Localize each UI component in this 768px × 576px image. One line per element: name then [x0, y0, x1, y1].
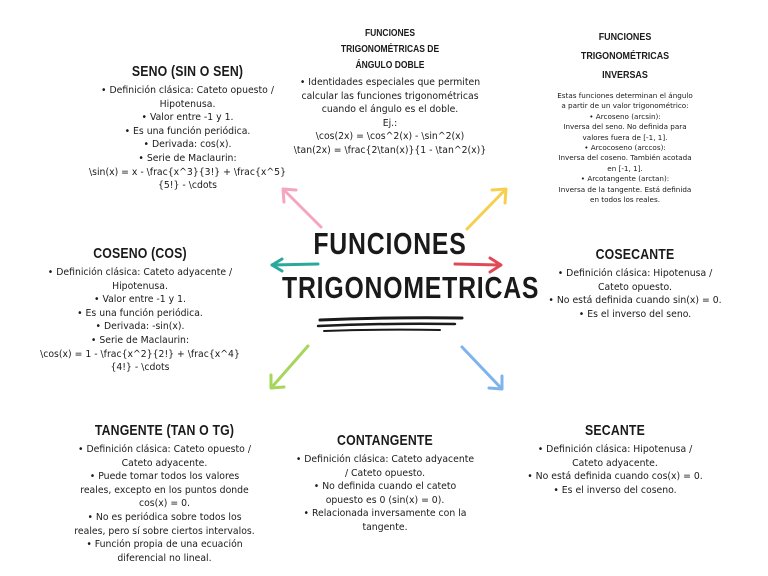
node-contangente-line: / Cateto opuesto. — [344, 467, 426, 479]
node-tangente-title: TANGENTE (TAN O TG) — [94, 422, 235, 439]
node-contangente-line: opuesto es 0 (sin(x) = 0). — [325, 494, 445, 506]
node-inversas-line: Inversa del seno. No definida para — [563, 122, 687, 132]
node-tangente-line: cos(x) = 0. — [139, 498, 190, 510]
node-angulo-doble-title-line: ÁNGULO DOBLE — [355, 60, 425, 71]
title-underline — [318, 318, 462, 331]
node-inversas-line: • Arcotangente (arctan): — [580, 174, 670, 184]
node-seno — [70, 63, 305, 193]
node-angulo-doble-title — [305, 26, 475, 74]
node-inversas-line: a partir de un valor trigonométrico: — [561, 101, 689, 111]
node-inversas-line: Inversa de la tangente. Está definida — [558, 184, 692, 194]
node-contangente-line: tangente. — [362, 521, 408, 533]
node-coseno-line: \cos(x) = 1 - \frac{x^2}{2!} + \frac{x^4} — [40, 348, 240, 360]
node-angulo-doble-line: • Identidades especiales que permiten — [299, 77, 481, 88]
node-coseno — [35, 245, 245, 375]
node-seno-line: \sin(x) = x - \frac{x^3}{3!} + \frac{x^5} — [89, 166, 286, 178]
node-cosecante — [535, 246, 735, 321]
node-inversas-line: • Arcoseno (arcsin): — [589, 111, 661, 121]
node-tangente-line: Cateto adyacente. — [121, 457, 208, 469]
node-contangente-title: CONTANGENTE — [337, 432, 433, 449]
node-contangente — [290, 432, 480, 535]
node-cosecante-title: COSECANTE — [595, 246, 675, 263]
node-cosecante-line: • No está definida cuando sin(x) = 0. — [548, 295, 722, 307]
node-inversas-title-line: INVERSAS — [602, 69, 648, 81]
node-seno-line: • Valor entre -1 y 1. — [141, 112, 234, 124]
node-inversas-title-line: FUNCIONES — [598, 31, 652, 43]
central-title-line1: FUNCIONES — [313, 226, 467, 261]
node-tangente — [62, 422, 267, 565]
node-tangente-line: • No es periódica sobre todos los — [87, 511, 242, 523]
node-inversas-line: valores fuera de [-1, 1]. — [582, 132, 668, 142]
node-seno-line: • Serie de Maclaurin: — [138, 152, 237, 164]
node-seno-line: • Es una función periódica. — [124, 125, 251, 137]
node-inversas-title-line: TRIGONOMÉTRICAS — [580, 50, 670, 62]
node-inversas-line: Estas funciones determinan el ángulo — [557, 91, 693, 100]
node-inversas-line: en [-1, 1]. — [607, 163, 643, 173]
node-angulo-doble-line: cuando el ángulo es el doble. — [321, 104, 459, 116]
node-inversas-line: Inversa del coseno. También acotada — [558, 153, 692, 163]
node-tangente-line: reales, pero sí sobre ciertos intervalos. — [74, 525, 255, 537]
central-title — [282, 222, 540, 310]
node-inversas-title — [553, 28, 698, 85]
node-tangente-line: reales, excepto en los puntos donde — [80, 484, 249, 496]
node-tangente-line: • Puede tomar todos los valores — [89, 471, 240, 483]
arrow-tangente-line — [272, 346, 308, 387]
node-inversas-line: en todos los reales. — [590, 195, 660, 205]
node-coseno-line: Hipotenusa. — [112, 280, 168, 292]
node-angulo-doble-line: \tan(2x) = \frac{2\tan(x)}{1 - \tan^2(x)} — [293, 144, 487, 156]
node-angulo-doble-line: Ej.: — [382, 117, 398, 129]
node-coseno-line: • Derivada: -sin(x). — [95, 321, 185, 333]
node-tangente-line: diferencial no lineal. — [117, 552, 212, 564]
node-cosecante-line: • Es el inverso del seno. — [578, 308, 692, 320]
node-coseno-line: • Es una función periódica. — [77, 307, 203, 319]
node-inversas — [540, 28, 710, 205]
node-coseno-line: • Serie de Maclaurin: — [90, 334, 190, 346]
node-seno-line: Hipotenusa. — [159, 98, 216, 110]
node-angulo-doble-title-line: FUNCIONES — [364, 28, 416, 39]
node-tangente-line: • Definición clásica: Cateto opuesto / — [78, 444, 251, 455]
node-contangente-line: • No definida cuando el cateto — [313, 481, 457, 493]
node-coseno-line: • Valor entre -1 y 1. — [94, 294, 186, 306]
node-contangente-line: • Relacionada inversamente con la — [303, 508, 467, 520]
node-angulo-doble — [290, 26, 490, 158]
arrow-secante-line — [462, 347, 501, 388]
arrow-secante — [462, 347, 502, 389]
arrow-tangente — [271, 346, 308, 388]
node-secante — [520, 422, 710, 497]
node-angulo-doble-line: \cos(2x) = \cos^2(x) - \sin^2(x) — [315, 131, 465, 143]
node-seno-line: • Definición clásica: Cateto opuesto / — [101, 85, 274, 96]
node-seno-line: {5!} - \cdots — [157, 180, 218, 192]
central-title-line2: TRIGONOMETRICAS — [282, 270, 540, 305]
node-coseno-line: • Definición clásica: Cateto adyacente / — [47, 267, 233, 278]
node-cosecante-line: Cateto opuesto. — [597, 281, 672, 293]
node-secante-title: SECANTE — [585, 422, 645, 439]
node-angulo-doble-title-line: TRIGONOMÉTRICAS DE — [340, 44, 440, 55]
node-inversas-line: • Arcocoseno (arccos): — [584, 143, 666, 153]
node-coseno-line: {4!} - \cdots — [110, 362, 170, 374]
node-contangente-line: • Definición clásica: Cateto adyacente — [295, 454, 475, 465]
node-seno-title: SENO (SIN O SEN) — [131, 63, 244, 80]
node-secante-line: • Definición clásica: Hipotenusa / — [537, 444, 693, 455]
node-tangente-line: • Función propia de una ecuación — [86, 539, 243, 551]
node-coseno-title: COSENO (COS) — [93, 245, 187, 262]
node-secante-line: Cateto adyacente. — [572, 457, 658, 469]
node-cosecante-line: • Definición clásica: Hipotenusa / — [557, 268, 713, 279]
node-secante-line: • Es el inverso del coseno. — [553, 484, 677, 496]
node-secante-line: • No está definida cuando cos(x) = 0. — [527, 471, 703, 483]
node-seno-line: • Derivada: cos(x). — [143, 139, 232, 151]
node-angulo-doble-line: calcular las funciones trigonométricas — [301, 90, 479, 102]
